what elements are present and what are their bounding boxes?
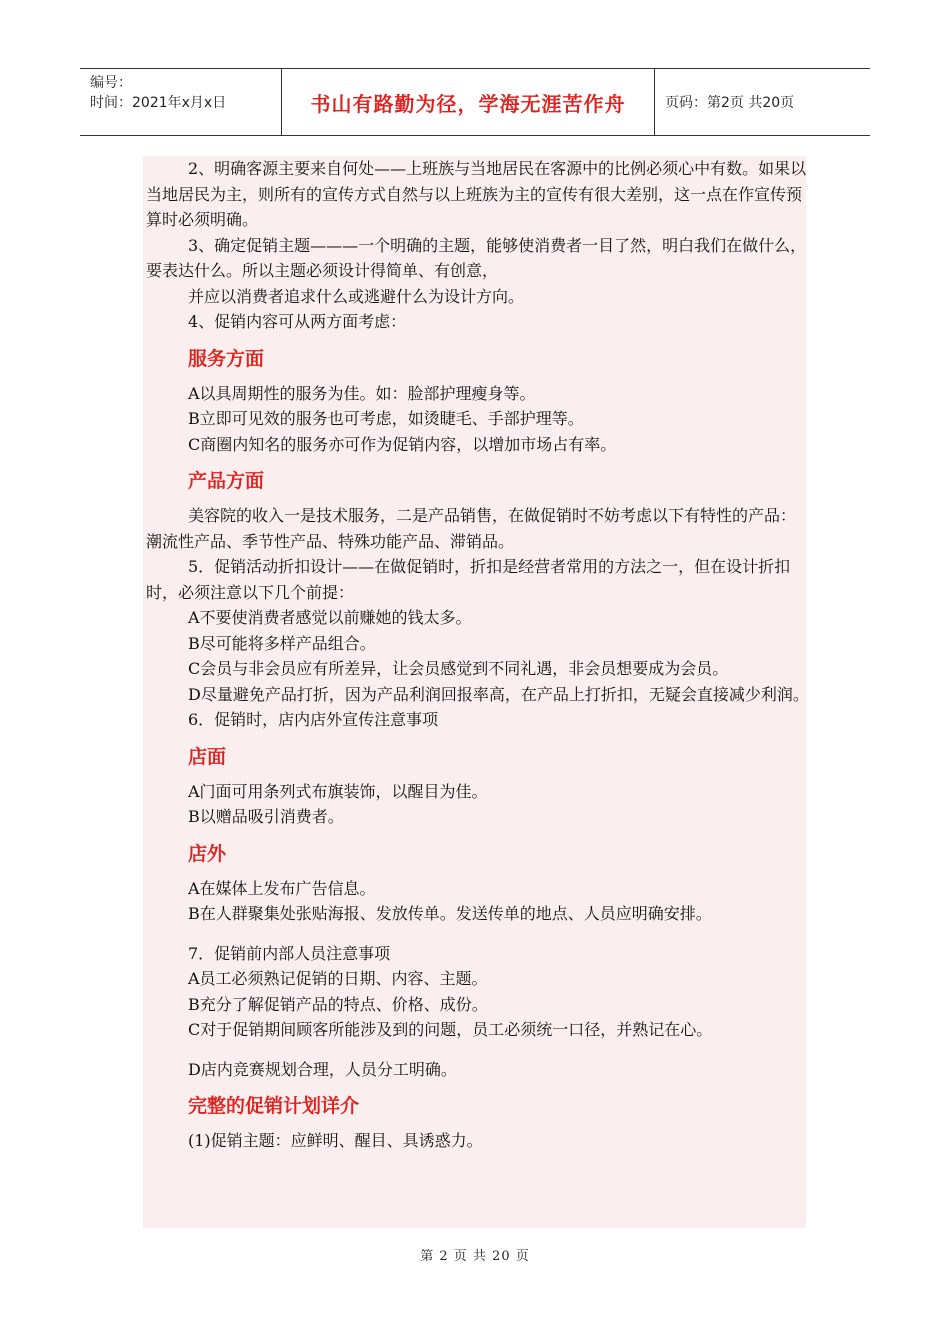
paragraph-product-income: 美容院的收入一是技术服务，二是产品销售，在做促销时不妨考虑以下有特性的产品：潮流性产品、季节性产品、特殊功能产品、滞销品。 xyxy=(146,506,797,551)
document-body xyxy=(146,156,811,1154)
list-item: B立即可见效的服务也可考虑，如烫睫毛、手部护理等。 xyxy=(188,409,584,428)
list-item: B在人群聚集处张贴海报、发放传单。发送传单的地点、人员应明确安排。 xyxy=(188,904,712,923)
paragraph-customer-source: 2、明确客源主要来自何处——上班族与当地居民在客源中的比例必须心中有数。如果以当地居民为主，则所有的宣传方式自然与以上班族为主的宣传有很大差别，这一点在作宣传预算时必须明确。 xyxy=(146,159,807,229)
paragraph-theme-direction: 并应以消费者追求什么或逃避什么为设计方向。 xyxy=(188,286,525,306)
list-item: B以赠品吸引消费者。 xyxy=(188,807,344,826)
page-footer: 第 2 页 共 20 页 xyxy=(420,1249,530,1264)
heading-storefront: 店面 xyxy=(188,745,227,768)
list-item: (1)促销主题：应鲜明、醒目、具诱惑力。 xyxy=(188,1131,483,1150)
heading-product: 产品方面 xyxy=(188,470,265,492)
paragraph-promotion-theme: 3、确定促销主题———一个明确的主题，能够使消费者一目了然，明白我们在做什么，要表达什么。所以主题必须设计得简单、有创意， xyxy=(146,235,807,280)
list-item: B尽可能将多样产品组合。 xyxy=(188,633,376,653)
list-item: C会员与非会员应有所差异，让会员感觉到不同礼遇，非会员想要成为会员。 xyxy=(188,659,729,678)
number-label: 编号： xyxy=(90,75,132,91)
list-item: C对于促销期间顾客所能涉及到的问题，员工必须统一口径，并熟记在心。 xyxy=(188,1020,713,1039)
spacer xyxy=(146,927,811,941)
page-header xyxy=(80,68,870,136)
header-motto: 书山有路勤为径，学海无涯苦作舟 xyxy=(282,69,655,135)
spacer xyxy=(146,1043,811,1057)
list-item: A以具周期性的服务为佳。如：脸部护理瘦身等。 xyxy=(188,383,536,403)
list-item: D店内竞赛规划合理，人员分工明确。 xyxy=(188,1059,457,1079)
paragraph-staff-notes: 7．促销前内部人员注意事项 xyxy=(188,943,391,963)
header-page-info: 页码：第2页 共20页 xyxy=(665,95,795,111)
list-item: B充分了解促销产品的特点、价格、成份。 xyxy=(188,994,488,1014)
paragraph-store-promo: 6．促销时，店内店外宣传注意事项 xyxy=(188,710,439,729)
list-item: D尽量避免产品打折，因为产品利润回报率高，在产品上打折扣，无疑会直接减少利润。 xyxy=(188,684,809,704)
list-item: A在媒体上发布广告信息。 xyxy=(188,878,376,898)
paragraph-discount-design: 5．促销活动折扣设计——在做促销时，折扣是经营者常用的方法之一，但在设计折扣时，必须注意以下几个前提： xyxy=(146,557,791,602)
time-label: 时间：2021年x月x日 xyxy=(90,95,227,111)
header-meta xyxy=(80,69,282,135)
list-item: C商圈内知名的服务亦可作为促销内容，以增加市场占有率。 xyxy=(188,434,617,454)
heading-service: 服务方面 xyxy=(188,347,265,370)
list-item: A门面可用条列式布旗装饰，以醒目为佳。 xyxy=(188,781,488,801)
paragraph-promotion-content: 4、促销内容可从两方面考虑： xyxy=(188,312,407,331)
list-item: A员工必须熟记促销的日期、内容、主题。 xyxy=(188,969,488,988)
list-item: A不要使消费者感觉以前赚她的钱太多。 xyxy=(188,608,472,627)
heading-full-plan: 完整的促销计划详介 xyxy=(188,1095,360,1117)
heading-outside: 店外 xyxy=(188,842,227,865)
